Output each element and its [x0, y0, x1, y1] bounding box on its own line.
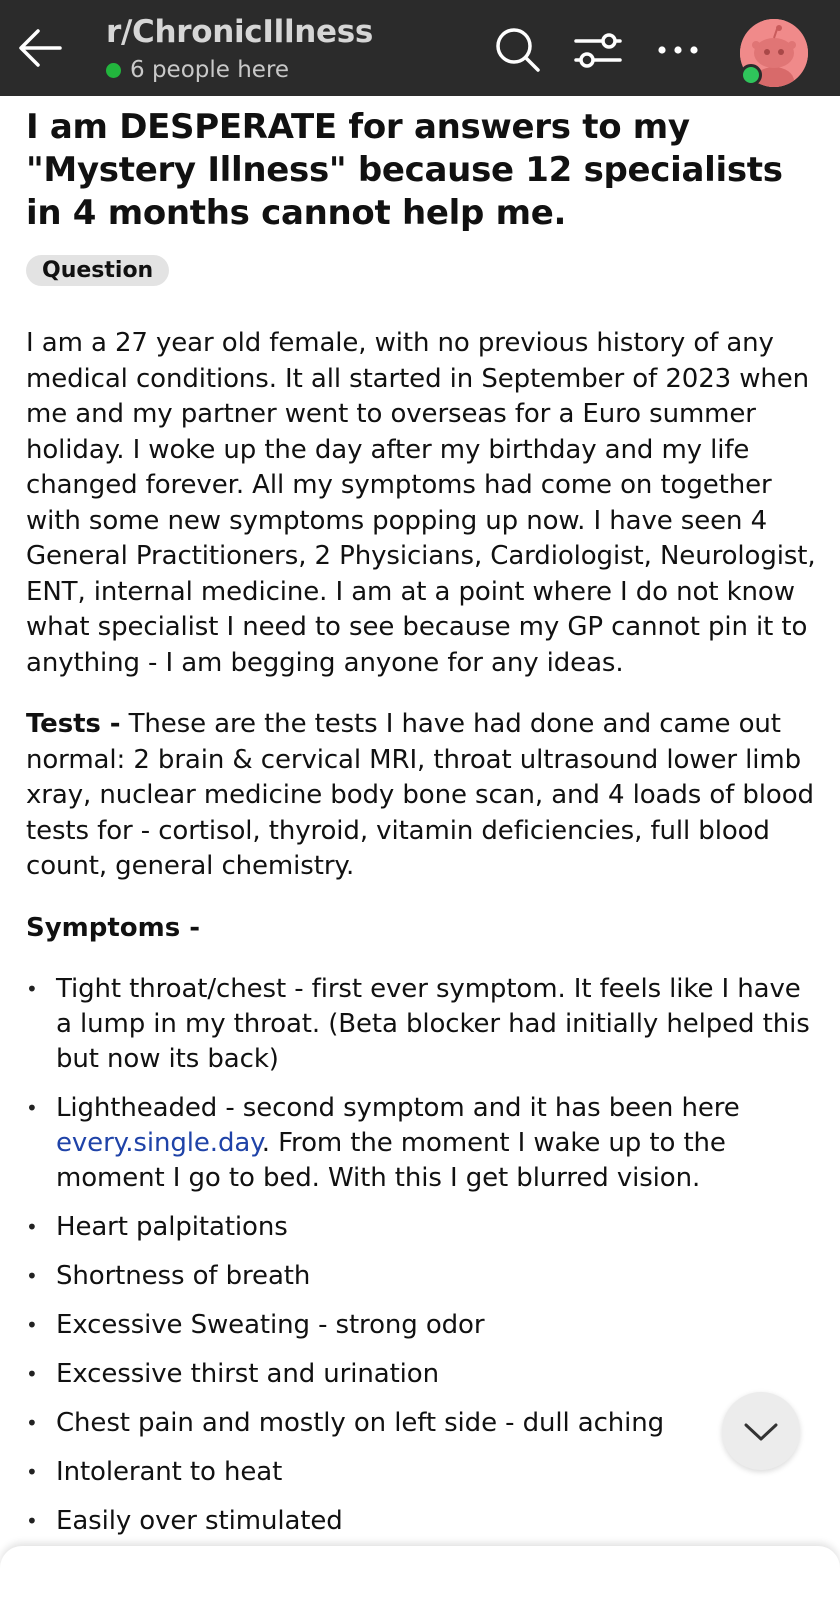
tests-label: Tests -	[26, 709, 121, 739]
symptoms-list	[26, 972, 816, 1539]
more-horizontal-icon	[652, 24, 704, 76]
subreddit-name[interactable]: r/ChronicIllness	[106, 14, 374, 50]
symptoms-heading: Symptoms -	[26, 912, 201, 943]
back-arrow-icon	[14, 22, 66, 74]
search-icon	[492, 24, 544, 76]
search-button[interactable]	[492, 24, 544, 76]
bottom-comment-sheet[interactable]	[0, 1546, 840, 1604]
symptom-item: • Intolerant to heat	[26, 1455, 816, 1490]
scroll-down-button[interactable]	[722, 1392, 800, 1470]
sort-filter-button[interactable]	[572, 24, 624, 76]
symptom-item	[26, 1091, 816, 1196]
symptom-link[interactable]: every.single.day	[56, 1127, 262, 1158]
avatar-online-status	[740, 64, 762, 86]
online-indicator	[106, 57, 289, 83]
tests-text: These are the tests I have had done and came out normal: 2 brain & cervical MRI, throat ultrasound lower limb xray, nuclear medicine body bone scan, and 4 loads of blood tests for - cortisol, thyroid, vitamin deficiencies, full blood count, general chemistry.	[26, 709, 814, 881]
symptom-item: • Tight throat/chest - first ever symptom. It feels like I have a lump in my throat. (Beta blocker had initially helped this but now its back)	[26, 972, 816, 1077]
symptom-text: Lightheaded - second symptom and it has been here	[56, 1092, 740, 1123]
back-button[interactable]	[14, 22, 66, 74]
post-content	[26, 106, 816, 1546]
symptom-item: • Excessive Sweating - strong odor	[26, 1308, 816, 1343]
symptom-item: • Excessive thirst and urination	[26, 1357, 816, 1392]
chevron-down-icon	[741, 1411, 781, 1451]
symptom-item: • Chest pain and mostly on left side - dull aching	[26, 1406, 816, 1441]
post-intro-paragraph: I am a 27 year old female, with no previous history of any medical conditions. It all started in September of 2023 when me and my partner went to overseas for a Euro summer holiday. I woke up the day after my birthday and my life changed forever. All my symptoms had come on together with some new symptoms popping up now. I have seen 4 General Practitioners, 2 Physicians, Cardiologist, Neurologist, ENT, internal medicine. I am at a point where I do not know what specialist I need to see because my GP cannot pin it to anything - I am begging anyone for any ideas.	[26, 328, 816, 678]
more-options-button[interactable]	[652, 24, 704, 76]
online-count: 6 people here	[130, 57, 290, 83]
symptom-item: • Easily over stimulated	[26, 1504, 816, 1539]
symptom-item: • Shortness of breath	[26, 1259, 816, 1294]
symptom-text: . From the moment I wake up to the moment I go to bed. With this I get blurred vision.	[56, 1127, 726, 1193]
sliders-icon	[572, 24, 624, 76]
post-flair[interactable]: Question	[26, 255, 169, 286]
tests-paragraph	[26, 707, 816, 885]
top-app-bar	[0, 0, 840, 96]
post-title: I am DESPERATE for answers to my "Mystery Illness" because 12 specialists in 4 months cannot help me.	[26, 107, 783, 233]
symptom-item: • Heart palpitations	[26, 1210, 816, 1245]
online-dot-icon	[106, 63, 121, 78]
